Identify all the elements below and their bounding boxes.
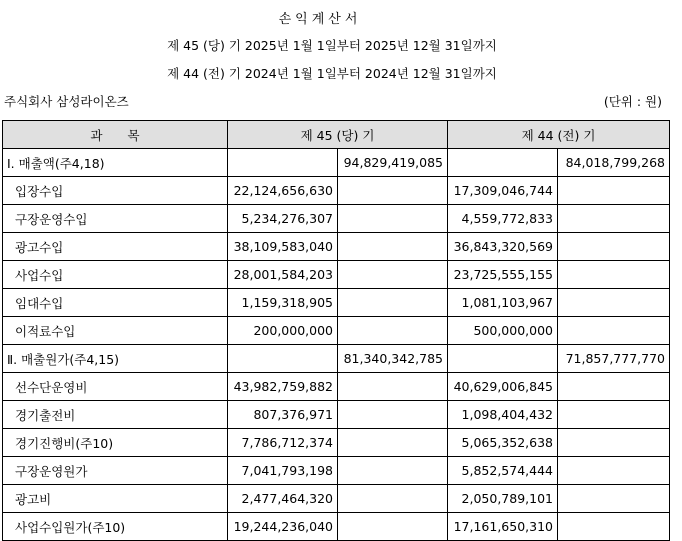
- account-label: 구장운영수입: [3, 205, 228, 233]
- prior-detail-amount: 17,309,046,744: [448, 177, 558, 205]
- company-name: 주식회사 삼성라이온즈: [4, 94, 129, 109]
- prior-total-amount: [558, 513, 670, 541]
- table-row: [3, 457, 670, 485]
- table-row: [3, 429, 670, 457]
- current-detail-amount: 28,001,584,203: [228, 261, 338, 289]
- account-label: 사업수입원가(주10): [3, 513, 228, 541]
- current-total-amount: [338, 457, 448, 485]
- prior-detail-amount: 1,081,103,967: [448, 289, 558, 317]
- table-row: [3, 373, 670, 401]
- current-total-amount: [338, 177, 448, 205]
- account-label: Ⅱ. 매출원가(주4,15): [3, 345, 228, 373]
- current-total-amount: [338, 289, 448, 317]
- prior-total-amount: [558, 457, 670, 485]
- prior-detail-amount: 23,725,555,155: [448, 261, 558, 289]
- current-detail-amount: 1,159,318,905: [228, 289, 338, 317]
- current-total-amount: [338, 373, 448, 401]
- current-detail-amount: [228, 149, 338, 177]
- prior-total-amount: [558, 177, 670, 205]
- account-label: 경기출전비: [3, 401, 228, 429]
- current-detail-amount: [228, 345, 338, 373]
- prior-detail-amount: 36,843,320,569: [448, 233, 558, 261]
- section-row: [3, 149, 670, 177]
- account-label: 구장운영원가: [3, 457, 228, 485]
- prior-detail-amount: 500,000,000: [448, 317, 558, 345]
- header-account: 과 목: [3, 121, 228, 149]
- prior-detail-amount: 5,065,352,638: [448, 429, 558, 457]
- prior-detail-amount: 4,559,772,833: [448, 205, 558, 233]
- current-total-amount: [338, 205, 448, 233]
- current-total-amount: [338, 261, 448, 289]
- prior-detail-amount: 1,098,404,432: [448, 401, 558, 429]
- table-row: [3, 289, 670, 317]
- prior-total-amount: [558, 205, 670, 233]
- current-total-amount: [338, 317, 448, 345]
- account-label: Ⅰ. 매출액(주4,18): [3, 149, 228, 177]
- current-period: 제 45 (당) 기 2025년 1월 1일부터 2025년 12월 31일까지: [167, 38, 497, 53]
- account-label: 선수단운영비: [3, 373, 228, 401]
- current-detail-amount: 19,244,236,040: [228, 513, 338, 541]
- account-label: 임대수입: [3, 289, 228, 317]
- prior-total-amount: [558, 485, 670, 513]
- prior-total-amount: [558, 261, 670, 289]
- account-label: 입장수입: [3, 177, 228, 205]
- prior-detail-amount: 5,852,574,444: [448, 457, 558, 485]
- current-detail-amount: 7,786,712,374: [228, 429, 338, 457]
- table-header-row: [3, 121, 670, 149]
- prior-total-amount: 71,857,777,770: [558, 345, 670, 373]
- income-statement-table: [2, 120, 670, 541]
- current-detail-amount: 200,000,000: [228, 317, 338, 345]
- account-label: 광고비: [3, 485, 228, 513]
- account-label: 사업수입: [3, 261, 228, 289]
- current-total-amount: [338, 401, 448, 429]
- account-label: 이적료수입: [3, 317, 228, 345]
- current-detail-amount: 43,982,759,882: [228, 373, 338, 401]
- prior-detail-amount: 17,161,650,310: [448, 513, 558, 541]
- prior-period: 제 44 (전) 기 2024년 1월 1일부터 2024년 12월 31일까지: [167, 66, 497, 81]
- current-total-amount: [338, 485, 448, 513]
- prior-total-amount: [558, 429, 670, 457]
- account-label: 경기진행비(주10): [3, 429, 228, 457]
- table-row: [3, 401, 670, 429]
- table-row: [3, 177, 670, 205]
- header-current-period: 제 45 (당) 기: [228, 121, 448, 149]
- current-detail-amount: 22,124,656,630: [228, 177, 338, 205]
- prior-total-amount: [558, 317, 670, 345]
- prior-detail-amount: 2,050,789,101: [448, 485, 558, 513]
- header-prior-period: 제 44 (전) 기: [448, 121, 670, 149]
- current-detail-amount: 38,109,583,040: [228, 233, 338, 261]
- unit-label: (단위 : 원): [603, 94, 662, 109]
- account-label: 광고수입: [3, 233, 228, 261]
- section-row: [3, 345, 670, 373]
- table-row: [3, 485, 670, 513]
- current-detail-amount: 807,376,971: [228, 401, 338, 429]
- table-row: [3, 233, 670, 261]
- current-total-amount: 81,340,342,785: [338, 345, 448, 373]
- current-detail-amount: 5,234,276,307: [228, 205, 338, 233]
- prior-total-amount: [558, 373, 670, 401]
- current-total-amount: [338, 429, 448, 457]
- table-row: [3, 513, 670, 541]
- current-total-amount: [338, 513, 448, 541]
- table-row: [3, 205, 670, 233]
- current-total-amount: [338, 233, 448, 261]
- table-row: [3, 261, 670, 289]
- table-row: [3, 317, 670, 345]
- prior-total-amount: 84,018,799,268: [558, 149, 670, 177]
- prior-total-amount: [558, 401, 670, 429]
- current-detail-amount: 2,477,464,320: [228, 485, 338, 513]
- current-total-amount: 94,829,419,085: [338, 149, 448, 177]
- prior-detail-amount: 40,629,006,845: [448, 373, 558, 401]
- prior-detail-amount: [448, 149, 558, 177]
- prior-total-amount: [558, 289, 670, 317]
- prior-detail-amount: [448, 345, 558, 373]
- statement-title: 손익계산서: [278, 12, 362, 27]
- current-detail-amount: 7,041,793,198: [228, 457, 338, 485]
- prior-total-amount: [558, 233, 670, 261]
